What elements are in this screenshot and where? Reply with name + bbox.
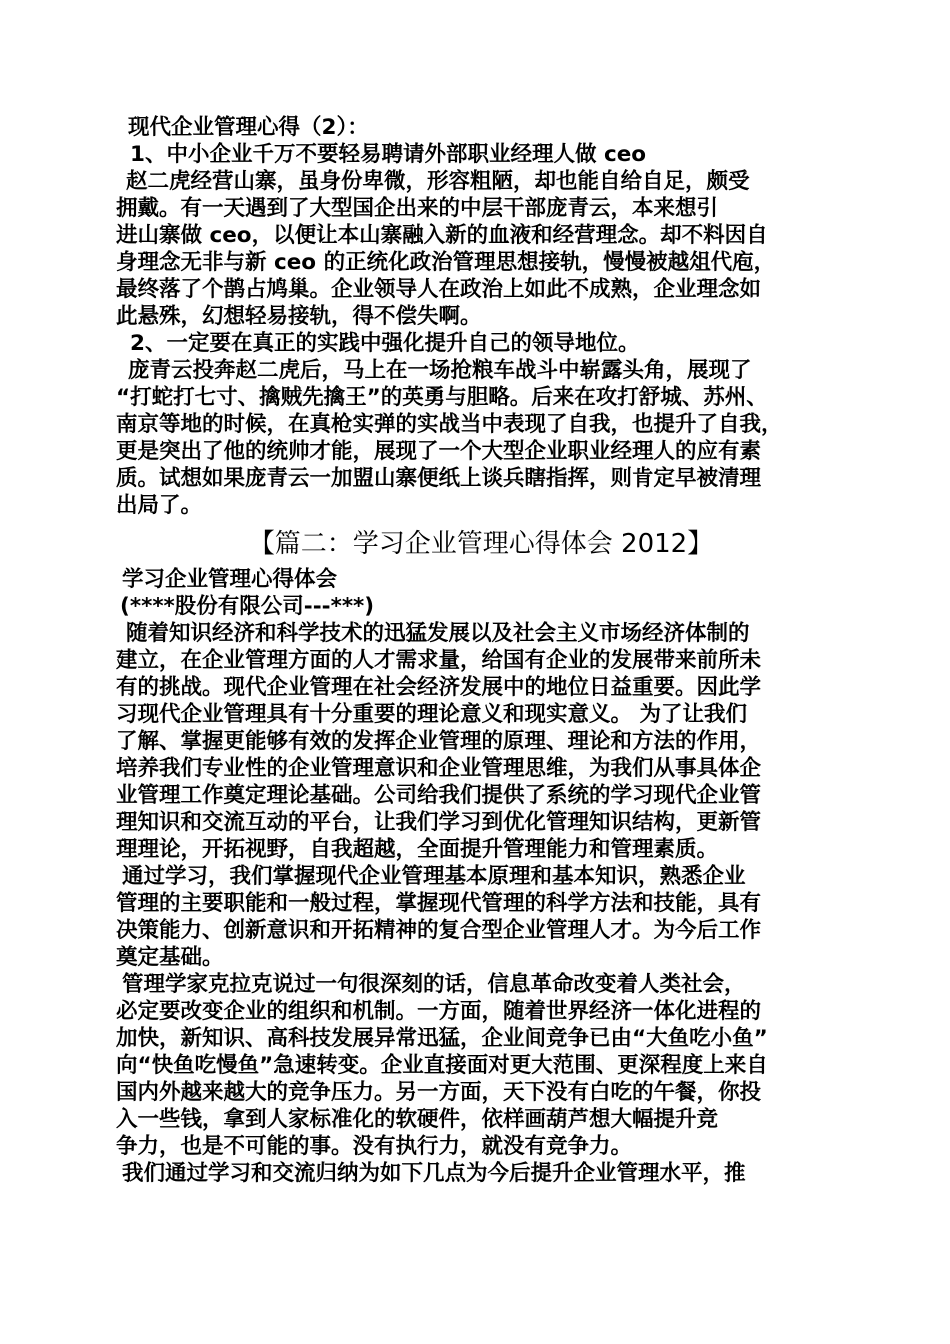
text-line: 培养我们专业性的企业管理意识和企业管理思维，为我们从事具体企 xyxy=(116,756,762,781)
text-line: 习现代企业管理具有十分重要的理论意义和现实意义。 为了让我们 xyxy=(116,702,747,727)
text-line: 南京等地的时候，在真枪实弹的实战当中表现了自我，也提升了自我， xyxy=(116,412,783,437)
text-line: 此悬殊，幻想轻易接轨，得不偿失啊。 xyxy=(116,304,482,329)
text-line: 建立，在企业管理方面的人才需求量，给国有企业的发展带来前所未 xyxy=(116,648,762,673)
text-line: 出局了。 xyxy=(116,493,203,518)
point2-title: 2、一定要在真正的实践中强化提升自己的领导地位。 xyxy=(130,331,640,356)
text-line: 理理论，开拓视野，自我超越，全面提升管理能力和管理素质。 xyxy=(116,837,719,862)
text-line: 身理念无非与新 ceo 的正统化政治管理思想接轨，慢慢被越俎代庖， xyxy=(116,250,776,275)
section2 xyxy=(116,566,846,1187)
text-line: 进山寨做 ceo，以便让本山寨融入新的血液和经营理念。却不料因自 xyxy=(116,223,768,248)
text-line: 入一些钱，拿到人家标准化的软硬件，依样画葫芦想大幅提升竞 xyxy=(116,1107,719,1132)
text-line: 有的挑战。现代企业管理在社会经济发展中的地位日益重要。因此学 xyxy=(116,675,762,700)
section1-heading: 现代企业管理心得（2）： xyxy=(128,115,369,140)
text-line: 管理的主要职能和一般过程，掌握现代管理的科学方法和技能，具有 xyxy=(116,891,762,916)
text-line: 向“快鱼吃慢鱼”急速转变。企业直接面对更大范围、更深程度上来自 xyxy=(116,1053,768,1078)
text-line: 通过学习，我们掌握现代企业管理基本原理和基本知识，熟悉企业 xyxy=(122,864,746,889)
text-line: 拥戴。有一天遇到了大型国企出来的中层干部庞青云，本来想引 xyxy=(116,196,719,221)
company-name: (****股份有限公司---***) xyxy=(120,594,375,619)
text-line: 赵二虎经营山寨，虽身份卑微，形容粗陋，却也能自给自足，颇受 xyxy=(126,169,750,194)
text-line: 最终落了个鹊占鸠巢。企业领导人在政治上如此不成熟，企业理念如 xyxy=(116,277,762,302)
text-line: 决策能力、创新意识和开拓精神的复合型企业管理人才。为今后工作 xyxy=(116,918,762,943)
text-line: 理知识和交流互动的平台，让我们学习到优化管理知识结构，更新管 xyxy=(116,810,762,835)
text-line: 庞青云投奔赵二虎后，马上在一场抢粮车战斗中崭露头角，展现了 xyxy=(128,358,752,383)
text-line: “打蛇打七寸、擒贼先擒王”的英勇与胆略。后来在攻打舒城、苏州、 xyxy=(116,385,768,410)
text-line: 必定要改变企业的组织和机制。一方面，随着世界经济一体化进程的 xyxy=(116,999,762,1024)
text-line: 随着知识经济和科学技术的迅猛发展以及社会主义市场经济体制的 xyxy=(126,621,750,646)
point1-title: 1、中小企业千万不要轻易聘请外部职业经理人做 ceo xyxy=(130,142,647,167)
text-line: 奠定基础。 xyxy=(116,945,224,970)
section2-subtitle: 学习企业管理心得体会 xyxy=(122,567,338,592)
text-line: 管理学家克拉克说过一句很深刻的话，信息革命改变着人类社会， xyxy=(122,972,746,997)
text-line: 质。试想如果庞青云一加盟山寨便纸上谈兵瞎指挥，则肯定早被清理 xyxy=(116,466,762,491)
text-line: 业管理工作奠定理论基础。公司给我们提供了系统的学习现代企业管 xyxy=(116,783,762,808)
text-line: 更是突出了他的统帅才能，展现了一个大型企业职业经理人的应有素 xyxy=(116,439,762,464)
text-line: 我们通过学习和交流归纳为如下几点为今后提升企业管理水平，推 xyxy=(122,1161,746,1186)
text-line: 加快，新知识、高科技发展异常迅猛，企业间竞争已由“大鱼吃小鱼” xyxy=(116,1026,768,1051)
document-body xyxy=(116,114,846,1187)
text-line: 争力，也是不可能的事。没有执行力，就没有竞争力。 xyxy=(116,1134,633,1159)
text-line: 国内外越来越大的竞争压力。另一方面，天下没有白吃的午餐，你投 xyxy=(116,1080,762,1105)
section1 xyxy=(116,114,846,519)
text-line: 了解、掌握更能够有效的发挥企业管理的原理、理论和方法的作用， xyxy=(116,729,762,754)
section2-title: 【篇二：学习企业管理心得体会 2012】 xyxy=(248,529,714,559)
